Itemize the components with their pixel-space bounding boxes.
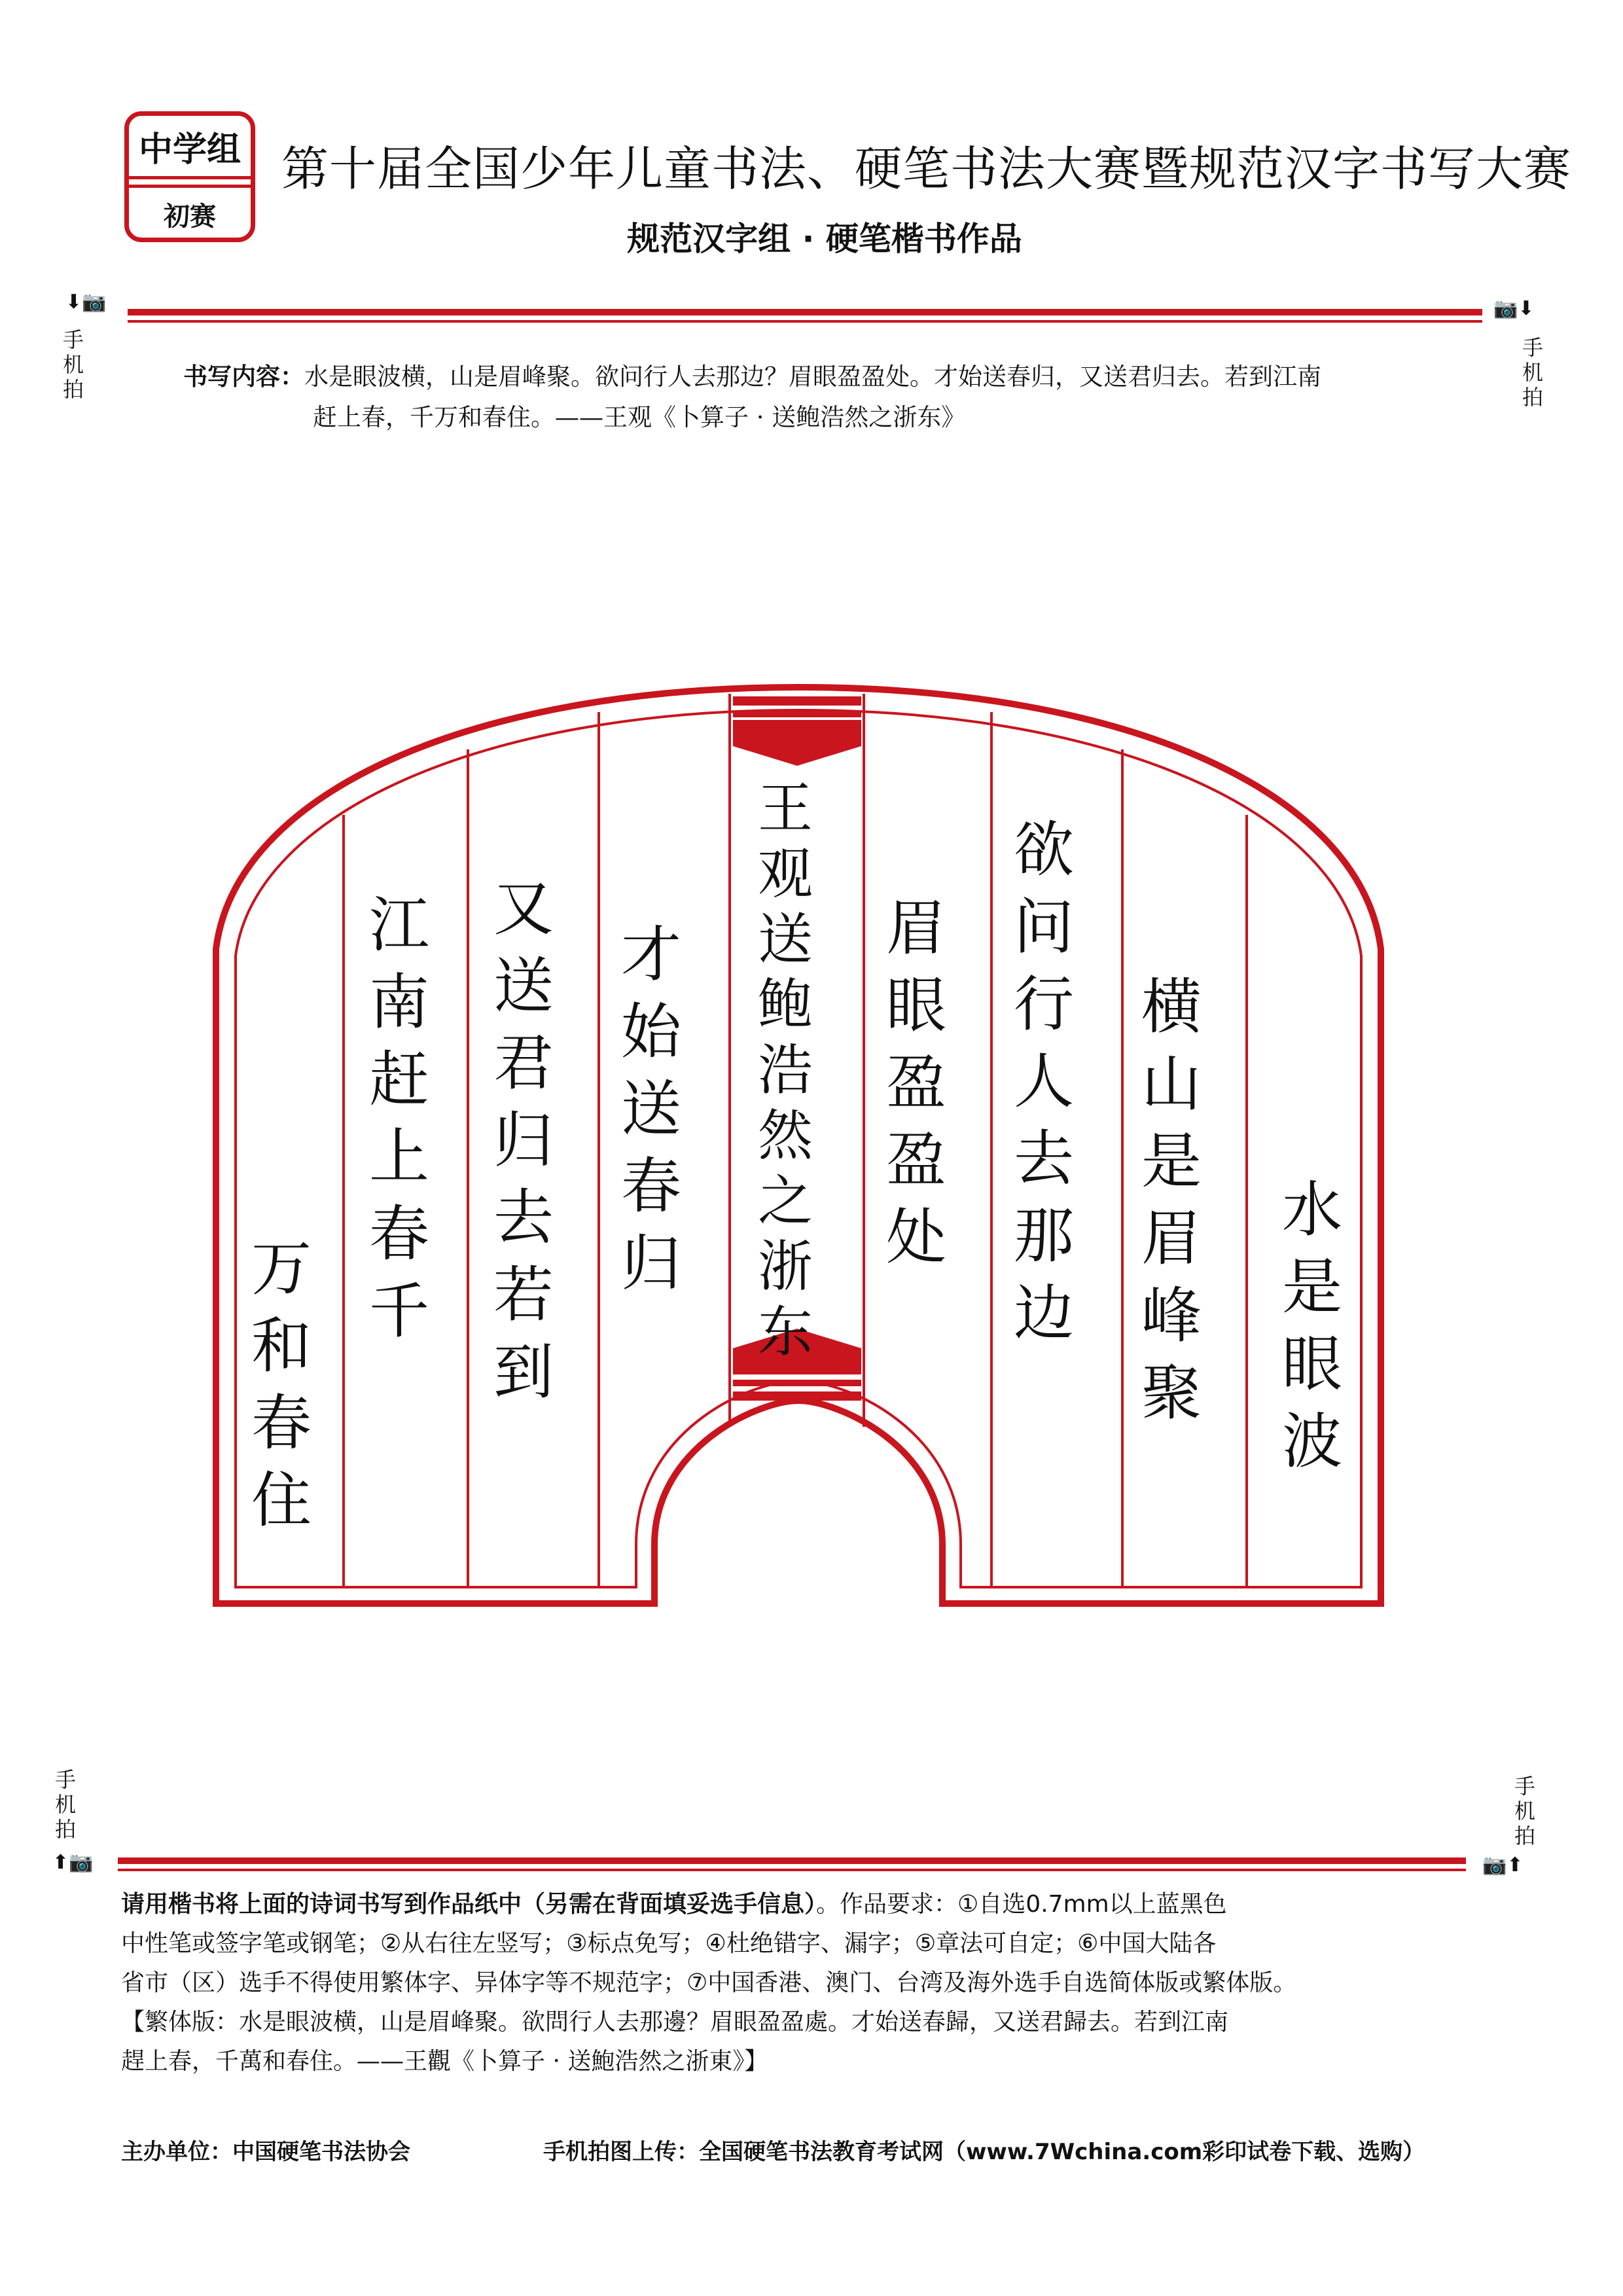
competition-title: 第十届全国少年儿童书法、硬笔书法大赛暨规范汉字书写大赛 bbox=[281, 141, 1572, 196]
poem-column-5-signature: 王 观 送 鲍 浩 然 之 浙 东 bbox=[757, 776, 813, 1364]
bottom-rule bbox=[118, 1857, 1466, 1871]
writing-content bbox=[183, 357, 1427, 438]
phone-shot-marker-tl: 手 机 拍 bbox=[62, 327, 84, 402]
requirements-line-2: 中性笔或签字笔或钢笔；②从右往左竖写；③标点免写；④杜绝错字、漏字；⑤章法可自定；⑥中国大陆各 bbox=[121, 1930, 1217, 1957]
stamp-round-label: 初赛 bbox=[164, 200, 216, 232]
poem-column-9: 万 和 春 住 bbox=[251, 1234, 312, 1535]
phone-shot-marker-br: 手 机 拍 bbox=[1514, 1774, 1535, 1848]
phone-shot-marker-bl: 手 机 拍 bbox=[54, 1767, 76, 1842]
footer-upload: 手机拍图上传：全国硬笔书法教育考试网（www.7Wchina.com彩印试卷下载、选购） bbox=[543, 2139, 1425, 2165]
stamp-group-label: 中学组 bbox=[129, 116, 251, 179]
camera-down-icon: ⬇📷 bbox=[65, 291, 107, 314]
requirements-line-1: 。作品要求：①自选0.7mm以上蓝黑色 bbox=[816, 1891, 1227, 1918]
content-line-2: 赶上春，千万和春住。——王观《卜算子 · 送鲍浩然之浙东》 bbox=[313, 403, 966, 431]
top-rule bbox=[128, 309, 1482, 323]
camera-up-icon-right: 📷⬆ bbox=[1482, 1854, 1524, 1876]
content-label: 书写内容： bbox=[183, 363, 304, 391]
group-stamp bbox=[124, 111, 255, 242]
poem-column-4: 眉 眼 盈 盈 处 bbox=[885, 893, 946, 1272]
requirements-line-3: 省市（区）选手不得使用繁体字、异体字等不规范字；⑦中国香港、澳门、台湾及海外选手自选简体版或繁体版。 bbox=[121, 1969, 1297, 1996]
camera-up-icon: ⬆📷 bbox=[52, 1851, 94, 1874]
phone-shot-marker-tr: 手 机 拍 bbox=[1522, 335, 1543, 410]
poem-column-7: 又 送 君 归 去 若 到 bbox=[493, 874, 554, 1407]
traditional-line-1: 【繁体版：水是眼波横，山是眉峰聚。欲問行人去那邊？眉眼盈盈處。才始送春歸，又送君歸去。若到江南 bbox=[121, 2009, 1229, 2036]
poem-column-1: 水 是 眼 波 bbox=[1281, 1175, 1342, 1477]
requirements bbox=[121, 1885, 1502, 2081]
poem-column-2: 横 山 是 眉 峰 聚 bbox=[1141, 972, 1202, 1428]
poem-column-6: 才 始 送 春 归 bbox=[620, 920, 681, 1299]
competition-subtitle: 规范汉字组 · 硬笔楷书作品 bbox=[627, 220, 1022, 258]
camera-down-icon-right: 📷⬇ bbox=[1493, 297, 1535, 320]
footer-organizer: 主办单位：中国硬笔书法协会 bbox=[121, 2139, 410, 2165]
stamp-divider bbox=[129, 179, 251, 188]
requirements-lead: 请用楷书将上面的诗词书写到作品纸中（另需在背面填妥选手信息） bbox=[121, 1891, 817, 1918]
poem-column-8: 江 南 赶 上 春 千 bbox=[368, 890, 429, 1346]
traditional-line-2: 趕上春，千萬和春住。——王觀《卜算子 · 送鮑浩然之浙東》】 bbox=[121, 2048, 768, 2075]
poem-column-3: 欲 问 行 人 去 那 边 bbox=[1013, 815, 1074, 1348]
content-line-1: 水是眼波横，山是眉峰聚。欲问行人去那边？眉眼盈盈处。才始送春归，又送君归去。若到江南 bbox=[304, 363, 1321, 391]
